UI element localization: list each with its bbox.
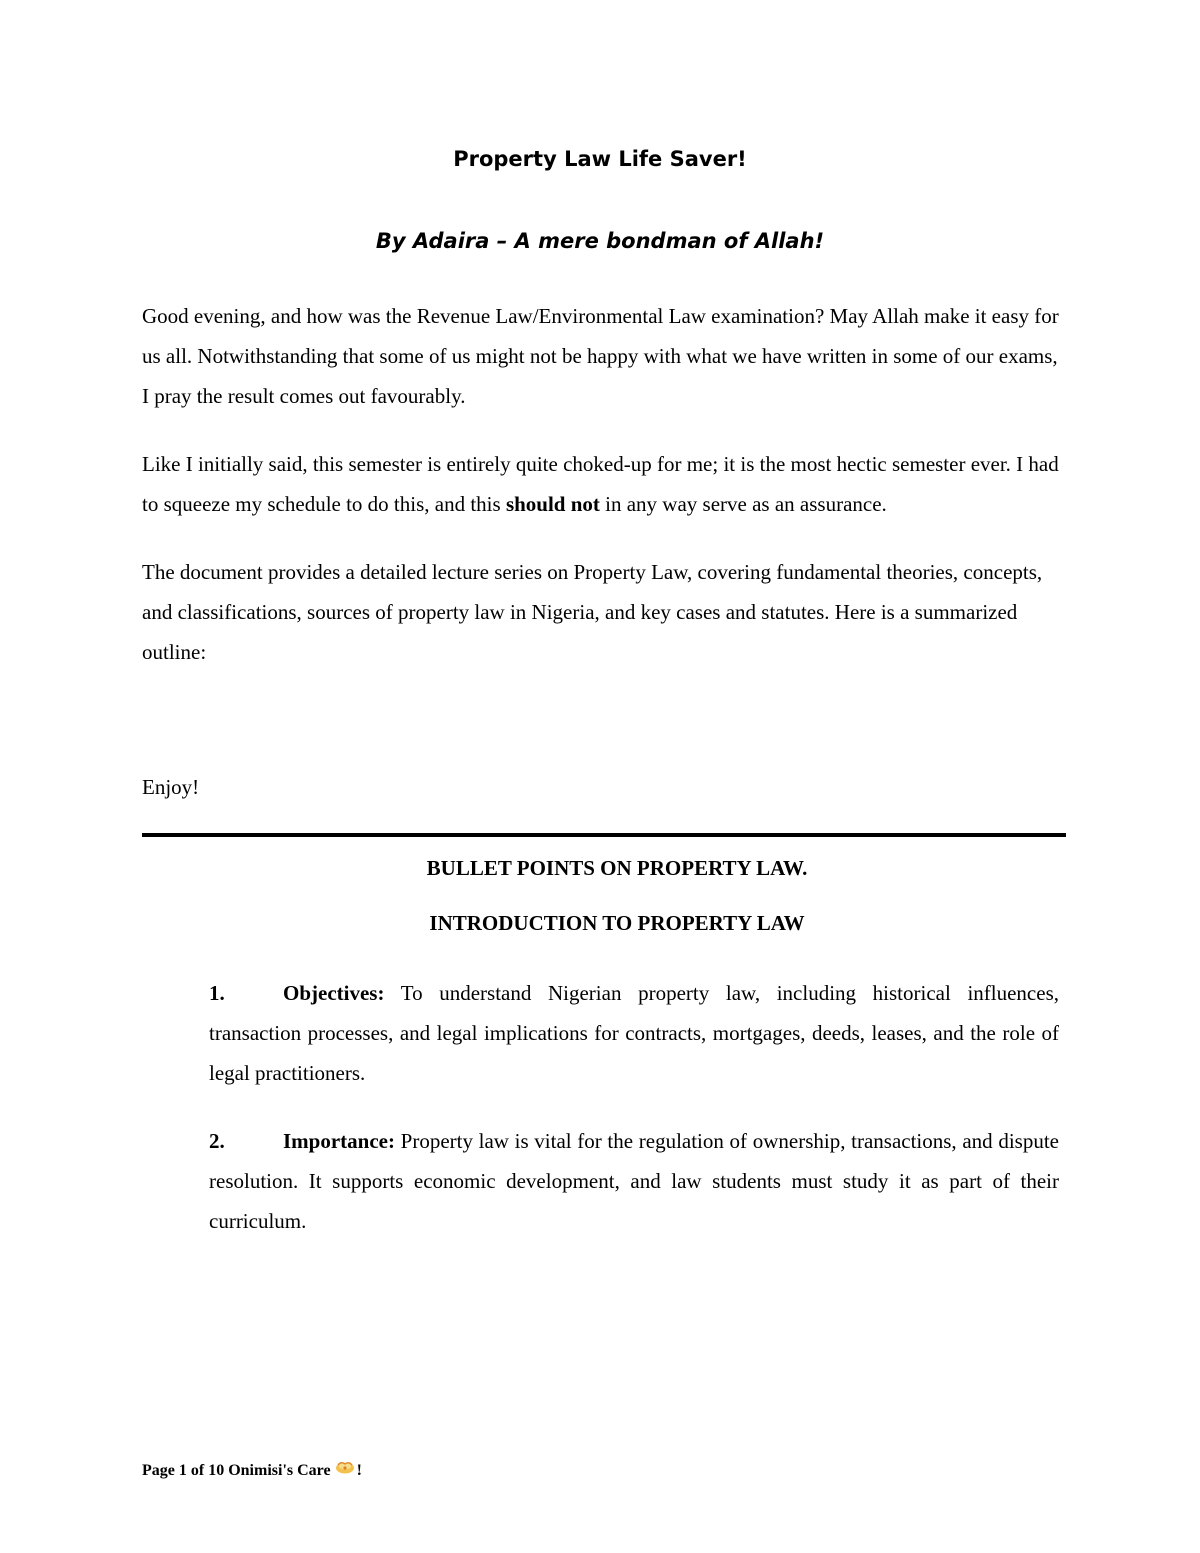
list-item-label: Objectives: <box>283 981 385 1005</box>
list-item-number: 1. <box>209 981 225 1005</box>
enjoy-text: Enjoy! <box>142 775 200 799</box>
horizontal-divider <box>142 833 1066 837</box>
introduction-heading: INTRODUCTION TO PROPERTY LAW <box>429 911 805 935</box>
list-item-text: Property law is vital for the regulation of ownership, transactions, and dispute resolution. It supports economic development, and law students must study it as part of their curriculum. <box>209 1129 1059 1233</box>
document-byline: By Adaira – A mere bondman of Allah! <box>375 229 825 253</box>
page-number: Page 1 of 10 <box>142 1462 225 1479</box>
intro-paragraph: Good evening, and how was the Revenue Law/Environmental Law examination? May Allah make it easy for us all. Notwithstanding that some of us might not be happy with what we have written in some of our exams, I pray the result comes out favourably. <box>142 304 1059 408</box>
bullet-points-heading: BULLET POINTS ON PROPERTY LAW. <box>426 856 808 880</box>
flower-emoji-icon <box>335 1460 355 1474</box>
semester-text-start: Like I initially said, this semester is entirely quite choked-up for me; it is the most hectic semester ever. I had to squeeze my schedule to do this, and this <box>142 452 1059 516</box>
semester-paragraph <box>142 444 1062 524</box>
list-item-number: 2. <box>209 1129 225 1153</box>
emphasis-text: should not <box>505 492 600 516</box>
footer-exclaim: ! <box>356 1462 362 1479</box>
footer-care-text: Onimisi's Care <box>228 1462 331 1479</box>
list-item <box>209 1121 1059 1241</box>
list-item-text: To understand Nigerian property law, including historical influences, transaction processes, and legal implications for contracts, mortgages, deeds, leases, and the role of legal practitioners. <box>209 981 1059 1085</box>
semester-text-end: in any way serve as an assurance. <box>599 492 887 516</box>
page-footer <box>142 1460 362 1480</box>
outline-paragraph: The document provides a detailed lecture series on Property Law, covering fundamental theories, concepts, and classifications, sources of property law in Nigeria, and key cases and statutes. Here is a summarized outline: <box>142 560 1043 664</box>
list-item <box>209 973 1059 1093</box>
list-item-label: Importance: <box>283 1129 395 1153</box>
document-title: Property Law Life Saver! <box>453 147 747 171</box>
